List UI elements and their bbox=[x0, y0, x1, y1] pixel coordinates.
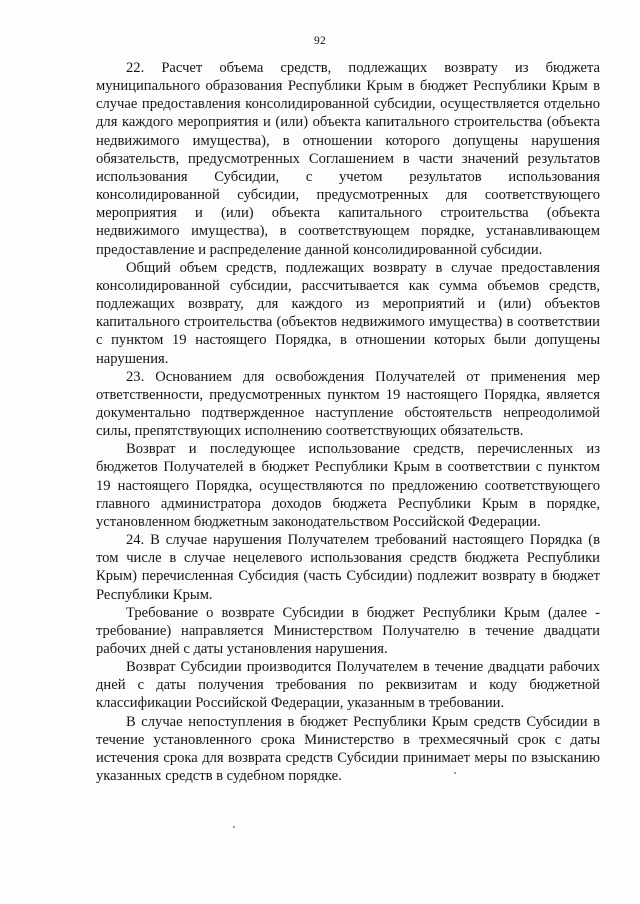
scan-speck bbox=[233, 826, 235, 828]
page-number: 92 bbox=[313, 35, 327, 47]
paragraph-total-volume: Общий объем средств, подлежащих возврату в случае предоставления консолидированной субсидии, рассчитывается как сумма объемов средств, подлежащих возврату, для каждого из мероприятий и (или) объектов капитального строительства (объектов недвижимого имущества) в соответствии с пунктом 19 настоящего Порядка, в отношении которых были допущены нарушения. bbox=[96, 259, 600, 367]
paragraph-22: 22. Расчет объема средств, подлежащих возврату из бюджета муниципального образования Республики Крым в бюджет Республики Крым в случае предоставления консолидированной субсидии, осуществляется отдельно для каждого мероприятия и (или) объекта капитального строительства (объекта недвижимого имущества), в отношении которого допущены нарушения обязательств, предусмотренных Соглашением в части значений результатов использования Субсидии, с учетом результатов использования консолидированной субсидии, предусмотренных для соответствующего мероприятия и (или) объекта капитального строительства (объекта недвижимого имущества), в соответствующем порядке, устанавливающем предоставление и распределение данной консолидированной субсидии. bbox=[96, 60, 600, 258]
document-body bbox=[96, 59, 600, 785]
scan-speck bbox=[454, 772, 456, 774]
paragraph-return-demand: Требование о возврате Субсидии в бюджет Республики Крым (далее - требование) направляется Министерством Получателю в течение двадцати рабочих дней с даты установления нарушения. bbox=[96, 604, 600, 657]
paragraph-return-deadline: Возврат Субсидии производится Получателем в течение двадцати рабочих дней с даты получения требования по реквизитам и коду бюджетной классификации Российской Федерации, указанным в требовании. bbox=[96, 659, 600, 712]
paragraph-24: 24. В случае нарушения Получателем требований настоящего Порядка (в том числе в случае нецелевого использования средств бюджета Республики Крым) перечисленная Субсидия (часть Субсидии) подлежит возврату в бюджет Республики Крым. bbox=[96, 532, 600, 603]
paragraph-23: 23. Основанием для освобождения Получателей от применения мер ответственности, предусмотренных пунктом 19 настоящего Порядка, является документально подтвержденное наступление обстоятельств непреодолимой силы, препятствующих исполнению соответствующих обязательств. bbox=[96, 368, 600, 440]
paragraph-return-usage: Возврат и последующее использование средств, перечисленных из бюджетов Получателей в бюджет Республики Крым в соответствии с пунктом 19 настоящего Порядка, осуществляются по предложению соответствующего главного администратора доходов бюджета Республики Крым в порядке, установленном бюджетным законодательством Российской Федерации. bbox=[96, 441, 600, 530]
paragraph-court-recovery: В случае непоступления в бюджет Республики Крым средств Субсидии в течение установленного срока Министерство в трехмесячный срок с даты истечения срока для возврата средств Субсидии принимает меры по взысканию указанных средств в судебном порядке. bbox=[96, 713, 600, 785]
